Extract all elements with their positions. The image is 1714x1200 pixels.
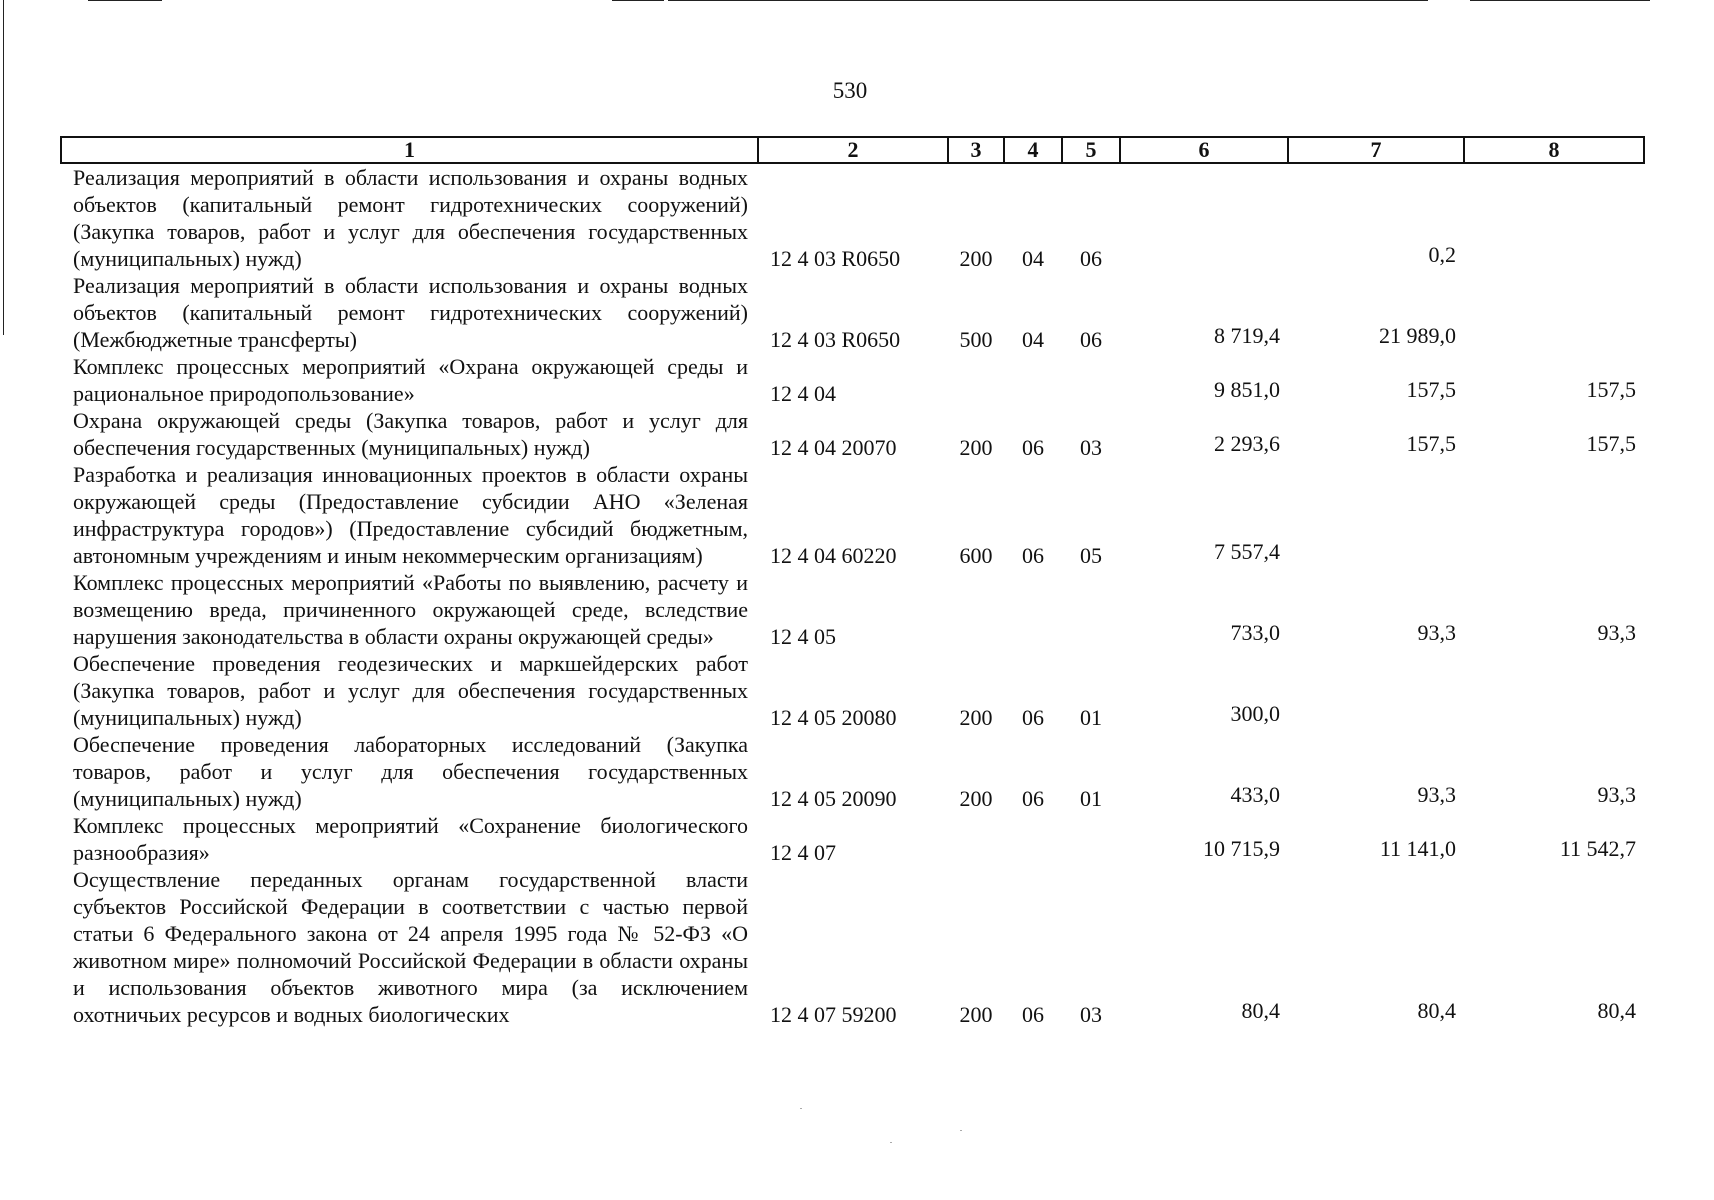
row-subsection: 03: [1080, 1002, 1102, 1027]
page-number: 530: [832, 78, 868, 103]
row-subsection: [1062, 812, 1120, 866]
row-subsection: 06: [1080, 246, 1102, 271]
row-section: [1004, 353, 1062, 407]
row-amount-col6: 7 557,4: [1214, 539, 1280, 564]
table-row: [61, 353, 1644, 407]
row-amount-col6: [1120, 163, 1288, 272]
table-row: [61, 650, 1644, 731]
row-target-code: 12 4 07 59200: [770, 1002, 897, 1027]
row-amount-col8: 93,3: [1597, 620, 1636, 645]
row-amount-col6: 8 719,4: [1214, 323, 1280, 348]
row-amount-col6: 10 715,9: [1203, 836, 1280, 861]
column-header-5: 5: [1062, 137, 1120, 163]
scan-speck: [890, 1142, 892, 1143]
row-subsection: 06: [1080, 327, 1102, 352]
column-header-2: 2: [758, 137, 948, 163]
row-target-code: 12 4 04: [770, 381, 836, 406]
column-header-4: 4: [1004, 137, 1062, 163]
row-description: Охрана окружающей среды (Закупка товаров, работ и услуг для обеспечения государственных (муниципальных) нужд): [73, 408, 748, 460]
row-amount-col7: 93,3: [1417, 620, 1456, 645]
row-amount-col8: 11 542,7: [1559, 836, 1636, 861]
row-expense-type: 600: [959, 543, 993, 568]
table-row: [61, 866, 1644, 1028]
row-subsection: 01: [1080, 705, 1102, 730]
scan-edge-line-left: [3, 0, 4, 335]
row-expense-type: 200: [959, 1002, 993, 1027]
table-row: [61, 163, 1644, 272]
row-section: 06: [1022, 435, 1044, 460]
row-subsection: 05: [1080, 543, 1102, 568]
row-description: Обеспечение проведения геодезических и маркшейдерских работ (Закупка товаров, работ и услуг для обеспечения государственных (муниципальных) нужд): [73, 651, 748, 730]
row-target-code: 12 4 05: [770, 624, 836, 649]
row-description: Разработка и реализация инновационных проектов в области охраны окружающей среды (Предоставление субсидии АНО «Зеленая инфраструктура городов») (Предоставление субсидий бюджетным, автономным учреждениям и иным некоммерческим организациям): [73, 462, 748, 568]
row-amount-col8: 157,5: [1586, 431, 1636, 456]
row-amount-col7: 93,3: [1417, 782, 1456, 807]
row-amount-col6: 300,0: [1230, 701, 1280, 726]
row-amount-col7: 21 989,0: [1379, 323, 1456, 348]
row-description: Осуществление переданных органам государственной власти субъектов Российской Федерации в соответствии с частью первой статьи 6 Федерального закона от 24 апреля 1995 года № 52-ФЗ «О животном мире» полномочий Российской Федерации в области охраны и использования объектов животного мира (за исключением охотничьих ресурсов и водных биологических: [73, 867, 748, 1027]
row-target-code: 12 4 05 20080: [770, 705, 897, 730]
row-amount-col8: 157,5: [1586, 377, 1636, 402]
row-section: 06: [1022, 705, 1044, 730]
column-header-3: 3: [948, 137, 1004, 163]
row-description: Реализация мероприятий в области использования и охраны водных объектов (капитальный ремонт гидротехнических сооружений) (Закупка товаров, работ и услуг для обеспечения государственных (муниципальных) нужд): [73, 165, 748, 271]
row-amount-col8: [1464, 272, 1644, 353]
row-description: Обеспечение проведения лабораторных исследований (Закупка товаров, работ и услуг для обеспечения государственных (муниципальных) нужд): [73, 732, 748, 811]
row-expense-type: [948, 812, 1004, 866]
scan-edge-line-top-right: [1470, 0, 1650, 1]
scan-edge-line-top-center: [668, 0, 1428, 1]
row-amount-col7: 157,5: [1406, 431, 1456, 456]
column-header-8: 8: [1464, 137, 1644, 163]
row-description: Комплекс процессных мероприятий «Работы по выявлению, расчету и возмещению вреда, причиненного окружающей среде, вследствие нарушения законодательства в области охраны окружающей среды»: [73, 570, 748, 649]
budget-table: [60, 136, 1645, 1028]
row-amount-col8: 93,3: [1597, 782, 1636, 807]
scan-edge-line-top-left: [88, 0, 162, 1]
row-amount-col8: 80,4: [1597, 998, 1636, 1023]
row-amount-col8: [1464, 163, 1644, 272]
scan-speck: [800, 1108, 802, 1109]
row-amount-col7: [1288, 650, 1464, 731]
row-section: [1004, 812, 1062, 866]
row-target-code: 12 4 04 60220: [770, 543, 897, 568]
table-header-row: [61, 137, 1644, 163]
row-amount-col7: 80,4: [1417, 998, 1456, 1023]
scan-edge-line-top-mid: [612, 0, 664, 1]
row-section: 04: [1022, 246, 1044, 271]
table-row: [61, 731, 1644, 812]
row-section: [1004, 569, 1062, 650]
row-amount-col8: [1464, 461, 1644, 569]
row-amount-col6: 9 851,0: [1214, 377, 1280, 402]
row-subsection: [1062, 569, 1120, 650]
row-section: 06: [1022, 543, 1044, 568]
column-header-1: 1: [61, 137, 758, 163]
row-amount-col6: 80,4: [1241, 998, 1280, 1023]
row-subsection: 03: [1080, 435, 1102, 460]
row-subsection: 01: [1080, 786, 1102, 811]
row-amount-col7: 157,5: [1406, 377, 1456, 402]
row-target-code: 12 4 05 20090: [770, 786, 897, 811]
row-amount-col7: 11 141,0: [1379, 836, 1456, 861]
row-expense-type: 200: [959, 246, 993, 271]
row-amount-col6: 433,0: [1230, 782, 1280, 807]
row-target-code: 12 4 07: [770, 840, 836, 865]
row-expense-type: 200: [959, 786, 993, 811]
row-subsection: [1062, 353, 1120, 407]
table-row: [61, 272, 1644, 353]
row-amount-col7: 0,2: [1428, 242, 1456, 267]
row-target-code: 12 4 03 R0650: [770, 327, 901, 352]
column-header-6: 6: [1120, 137, 1288, 163]
column-header-7: 7: [1288, 137, 1464, 163]
row-description: Реализация мероприятий в области использования и охраны водных объектов (капитальный ремонт гидротехнических сооружений) (Межбюджетные трансферты): [73, 273, 748, 352]
row-expense-type: 500: [959, 327, 993, 352]
row-description: Комплекс процессных мероприятий «Сохранение биологического разнообразия»: [73, 813, 748, 865]
row-section: 04: [1022, 327, 1044, 352]
row-expense-type: 200: [959, 705, 993, 730]
row-target-code: 12 4 04 20070: [770, 435, 897, 460]
table-row: [61, 461, 1644, 569]
row-target-code: 12 4 03 R0650: [770, 246, 901, 271]
table-row: [61, 407, 1644, 461]
row-amount-col8: [1464, 650, 1644, 731]
row-amount-col6: 733,0: [1230, 620, 1280, 645]
table-row: [61, 812, 1644, 866]
row-amount-col7: [1288, 461, 1464, 569]
row-expense-type: [948, 353, 1004, 407]
row-description: Комплекс процессных мероприятий «Охрана окружающей среды и рациональное природопользование»: [73, 354, 748, 406]
row-expense-type: 200: [959, 435, 993, 460]
scan-speck: [960, 1130, 962, 1131]
row-section: 06: [1022, 1002, 1044, 1027]
table-row: [61, 569, 1644, 650]
row-section: 06: [1022, 786, 1044, 811]
row-amount-col6: 2 293,6: [1214, 431, 1280, 456]
row-expense-type: [948, 569, 1004, 650]
